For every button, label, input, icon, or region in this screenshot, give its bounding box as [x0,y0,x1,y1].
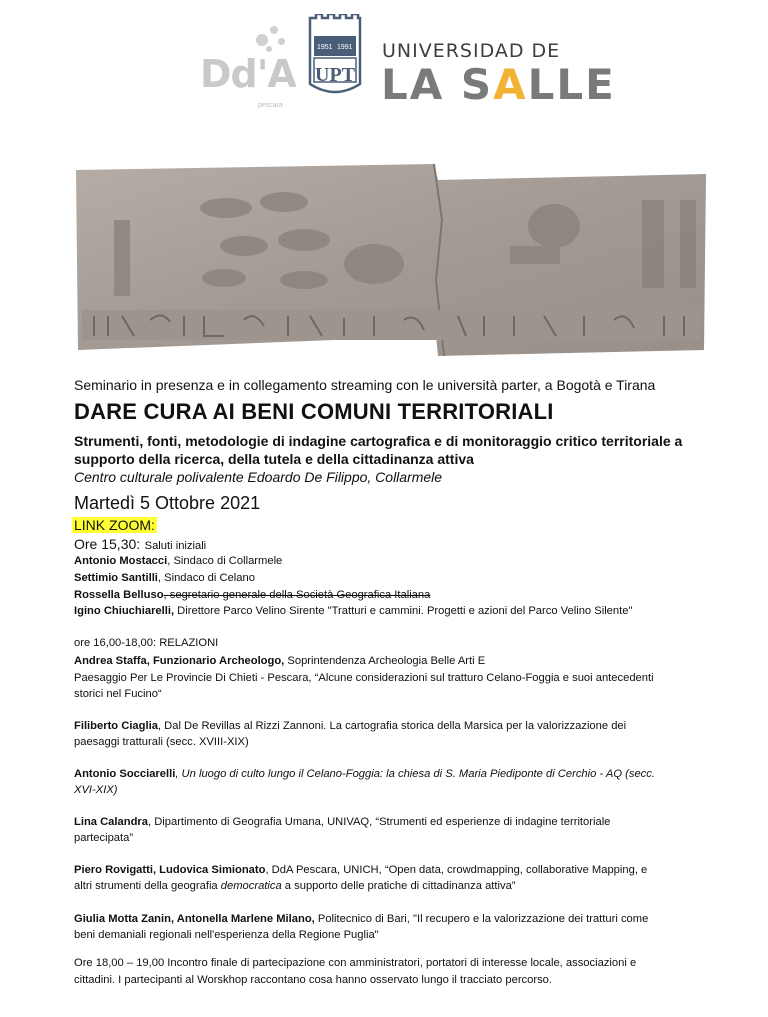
speaker-chiuchiarelli: Igino Chiuchiarelli, Direttore Parco Velino Sirente "Tratturi e cammini. Progetti e azioni del Parco Velino Silente" [74,605,633,617]
event-title: DARE CURA AI BENI COMUNI TERRITORIALI [74,399,554,424]
closing-line-1: Ore 18,00 – 19,00 Incontro finale di partecipazione con amministratori, portatori di interesse locale, associazioni e [74,957,637,969]
rovigatti-line-1: Piero Rovigatti, Ludovica Simionato, DdA Pescara, UNICH, “Open data, crowdmapping, collaborative Mapping, e [74,864,648,876]
dda-logo [196,22,300,109]
stone-relief-image [74,160,708,359]
speaker-mostacci: Antonio Mostacci, Sindaco di Collarmele [74,555,283,567]
staffa-line-1: Andrea Staffa, Funzionario Archeologo, Soprintendenza Archeologia Belle Arti E [74,655,486,667]
venue: Centro culturale polivalente Edoardo De Filippo, Collarmele [74,469,443,485]
upt-logo [306,14,364,100]
upt-logo-text: UPT [315,64,355,86]
zoom-link[interactable]: LINK ZOOM: [74,517,155,533]
ciaglia-line-2: paesaggi tratturali (secc. XVIII-XIX) [74,736,249,748]
calandra-line-1: Lina Calandra, Dipartimento di Geografia Umana, UNIVAQ, “Strumenti ed esperienze di indagine territoriale [74,816,611,828]
closing-line-2: cittadini. I partecipanti al Worskhop raccontano cosa hanno osservato lungo il tracciato percorso. [74,974,553,986]
socciarelli-line-1: Antonio Socciarelli, Un luogo di culto lungo il Celano-Foggia: la chiesa di S. Maria Piediponte di Cerchio - AQ (secc. [74,768,655,780]
subtitle-line-2: supporto della ricerca, della tutela e della cittadinanza attiva [74,451,474,467]
socciarelli-line-2: XVI-XIX) [74,784,118,796]
staffa-line-2: Paesaggio Per Le Provincie Di Chieti - Pescara, “Alcune considerazioni sul tratturo Celano-Foggia e suoi antecedenti [74,672,654,684]
motta-line-2: beni demaniali regionali nell'esperienza della Regione Puglia" [74,929,379,941]
staffa-line-3: storici nel Fucino“ [74,688,162,700]
calandra-line-2: partecipata” [74,832,134,844]
session2-header: ore 16,00-18,00: RELAZIONI [74,637,219,649]
upt-year-right: 1991 [337,44,353,51]
session1-header: Ore 15,30: Saluti iniziali [74,536,207,552]
speaker-santilli: Settimio Santilli, Sindaco di Celano [74,572,255,584]
intro-text: Seminario in presenza e in collegamento streaming con le università parter, a Bogotà e Tirana [74,377,656,393]
subtitle-line-1: Strumenti, fonti, metodologie di indagine cartografica e di monitoraggio critico territoriale a [74,433,683,449]
lasalle-logo-top: UNIVERSIDAD DE [382,40,561,62]
dda-logo-text: Dd'A [200,52,296,96]
rovigatti-line-2: altri strumenti della geografia democratica a supporto delle pratiche di cittadinanza attiva” [74,880,516,892]
motta-line-1: Giulia Motta Zanin, Antonella Marlene Milano, Politecnico di Bari, "Il recupero e la valorizzazione dei tratturi come [74,913,649,925]
speaker-belluso: Rossella Belluso, segretario generale della Società Geografica Italiana [74,589,431,601]
ciaglia-line-1: Filiberto Ciaglia, Dal De Revillas al Rizzi Zannoni. La cartografia storica della Marsica per la valorizzazione dei [74,720,627,732]
dda-logo-sub: pescara [258,102,283,109]
event-date: Martedì 5 Ottobre 2021 [74,493,261,513]
upt-shield-icon [306,14,364,100]
lasalle-logo-main: LA SALLE [381,60,616,109]
upt-year-left: 1951 [317,44,333,51]
